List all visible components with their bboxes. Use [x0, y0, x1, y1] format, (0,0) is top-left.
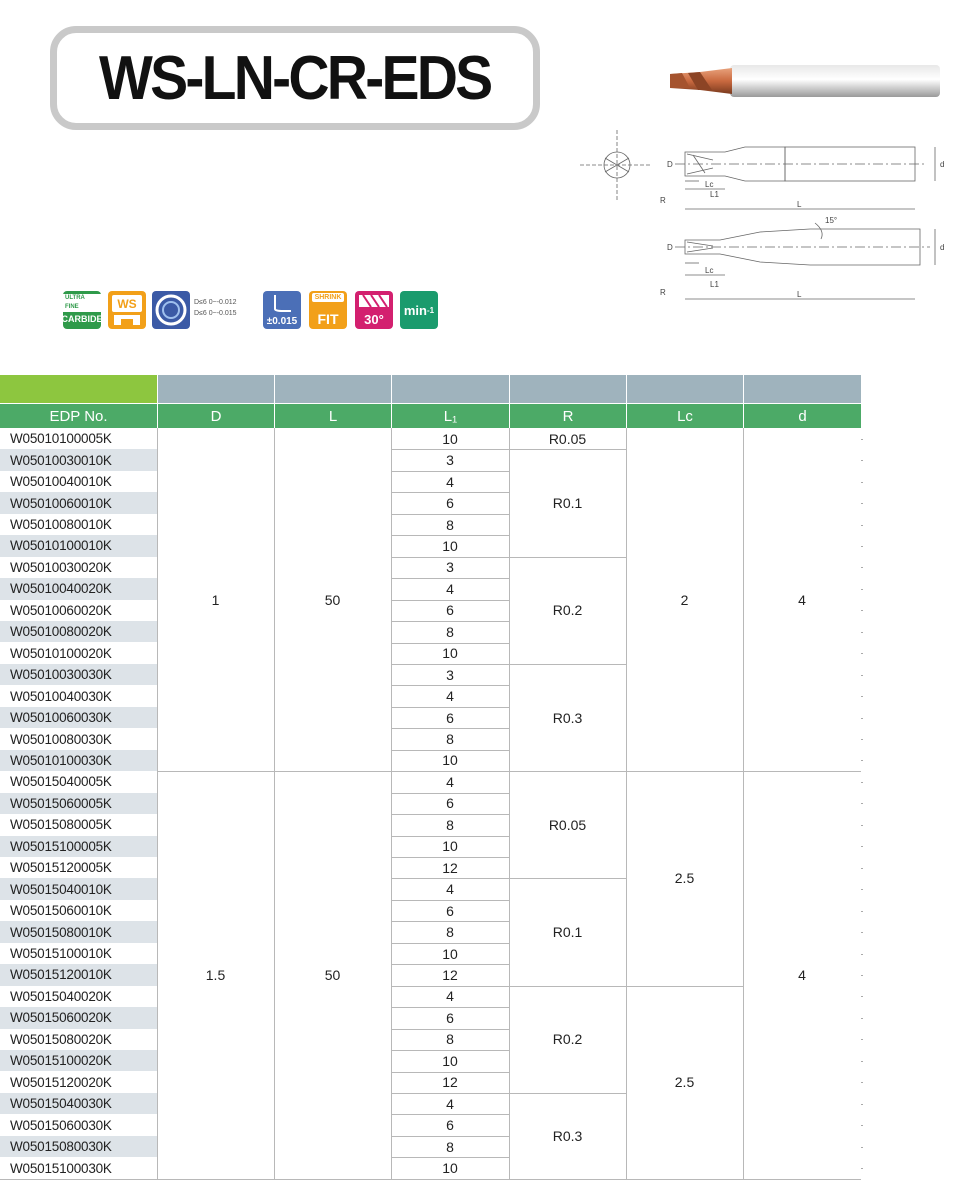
l1-cell: 8: [446, 816, 454, 833]
edge-tick: [861, 1061, 863, 1062]
edp-cell: W05010080010K: [10, 517, 112, 533]
cell-lc: 2.5: [674, 870, 695, 887]
l1-cell: 4: [446, 580, 454, 597]
row-divider: [509, 986, 626, 987]
cell-r: R0.3: [552, 709, 583, 726]
edge-tick: [861, 1104, 863, 1105]
row-divider: [391, 921, 509, 922]
row-divider: [626, 986, 743, 987]
edge-tick: [861, 846, 863, 847]
header-strip-l: [275, 375, 391, 403]
header-l: L: [275, 404, 391, 428]
edge-tick: [861, 1039, 863, 1040]
edge-tick: [861, 503, 863, 504]
header-edp: EDP No.: [0, 404, 157, 428]
edp-cell: W05010080030K: [10, 731, 112, 747]
row-divider: [391, 664, 509, 665]
rpm-icon: min -1: [400, 291, 438, 329]
l1-cell: 12: [442, 1074, 458, 1091]
cell-d: 1.5: [205, 966, 226, 983]
row-divider: [391, 986, 509, 987]
l1-cell: 8: [446, 1138, 454, 1155]
l1-cell: 4: [446, 773, 454, 790]
row-divider: [509, 1093, 626, 1094]
edp-cell: W05010080020K: [0, 621, 157, 642]
edp-cell: W05015040005K: [10, 774, 112, 790]
edge-tick: [861, 1082, 863, 1083]
edge-tick: [861, 525, 863, 526]
cell-lc: 2.5: [674, 1074, 695, 1091]
edge-tick: [861, 803, 863, 804]
row-divider: [391, 750, 509, 751]
edge-tick: [861, 567, 863, 568]
edp-cell: W05015080005K: [10, 817, 112, 833]
ws-icon: [108, 291, 146, 329]
l1-cell: 10: [442, 752, 458, 769]
dimension-drawing: [575, 125, 955, 310]
label-R1: R: [660, 196, 666, 205]
l1-cell: 12: [442, 859, 458, 876]
l1-cell: 8: [446, 1031, 454, 1048]
edp-cell: W05010100005K: [10, 431, 112, 447]
l1-cell: 10: [442, 430, 458, 447]
edp-cell: W05015120005K: [10, 860, 112, 876]
edge-tick: [861, 739, 863, 740]
l1-cell: 3: [446, 452, 454, 469]
row-divider: [391, 578, 509, 579]
row-divider: [391, 1007, 509, 1008]
edge-tick: [861, 632, 863, 633]
shrink-fit-icon: SHRINK FIT: [309, 291, 347, 329]
column-divider: [626, 428, 627, 1179]
row-divider: [391, 793, 509, 794]
edge-tick: [861, 1147, 863, 1148]
edge-tick: [861, 868, 863, 869]
edge-tick: [861, 610, 863, 611]
row-divider: [391, 1114, 509, 1115]
l1-cell: 3: [446, 666, 454, 683]
cell-d: 4: [798, 966, 806, 983]
header-r: R: [510, 404, 626, 428]
l1-cell: 4: [446, 688, 454, 705]
row-divider: [743, 771, 861, 772]
edge-tick: [861, 546, 863, 547]
edge-tick: [861, 911, 863, 912]
l1-cell: 6: [446, 1117, 454, 1134]
tolerance-text: D≤6 0~-0.012 D≤6 0~-0.015: [194, 299, 237, 317]
row-divider: [391, 1072, 509, 1073]
column-divider: [743, 428, 744, 1179]
edp-cell: W05015040010K: [0, 878, 157, 899]
label-L12: L1: [710, 280, 719, 289]
column-divider: [509, 428, 510, 1179]
table-bottom-line: [0, 1179, 861, 1180]
column-divider: [274, 428, 275, 1179]
l1-cell: 6: [446, 902, 454, 919]
helix-angle-icon: 30°: [355, 291, 393, 329]
edp-cell: W05010100020K: [10, 645, 112, 661]
edge-tick: [861, 675, 863, 676]
edge-tick: [861, 696, 863, 697]
row-divider: [391, 557, 509, 558]
header-strip-edp: [0, 375, 157, 403]
l1-cell: 8: [446, 731, 454, 748]
row-divider: [391, 449, 509, 450]
l1-cell: 6: [446, 1009, 454, 1026]
row-divider: [391, 1029, 509, 1030]
l1-cell: 10: [442, 1160, 458, 1177]
label-L-1: L: [797, 200, 802, 209]
cell-l: 50: [324, 966, 341, 983]
l1-cell: 10: [442, 838, 458, 855]
row-divider: [391, 600, 509, 601]
l1-cell: 4: [446, 881, 454, 898]
row-divider: [391, 964, 509, 965]
l1-cell: 8: [446, 516, 454, 533]
label-D2: D: [667, 243, 673, 252]
l1-cell: 6: [446, 602, 454, 619]
label-L-2: L: [797, 290, 802, 299]
label-R2: R: [660, 288, 666, 297]
cell-r: R0.2: [552, 1031, 583, 1048]
label-L11: L1: [710, 190, 719, 199]
row-divider: [391, 471, 509, 472]
title-badge: [50, 26, 540, 130]
row-divider: [391, 900, 509, 901]
label-d2: d: [940, 243, 945, 252]
end-mill-image: [660, 60, 942, 102]
edp-cell: W05015060030K: [10, 1117, 112, 1133]
l1-cell: 10: [442, 1052, 458, 1069]
edge-tick: [861, 932, 863, 933]
page-title: WS-LN-CR-EDS: [99, 43, 491, 113]
label-d1: d: [940, 160, 945, 169]
carbide-icon: ULTRA FINE CARBIDE: [63, 291, 101, 329]
cell-r: R0.3: [552, 1127, 583, 1144]
edp-cell: W05010040030K: [10, 688, 112, 704]
row-divider: [391, 728, 509, 729]
column-divider: [157, 428, 158, 1179]
edge-tick: [861, 718, 863, 719]
l1-cell: 6: [446, 795, 454, 812]
header-strip-d-shank: [744, 375, 861, 403]
row-divider: [509, 878, 626, 879]
svg-text:WS: WS: [117, 297, 137, 311]
edp-cell: W05015060020K: [0, 1007, 157, 1028]
row-divider: [391, 857, 509, 858]
row-divider: [391, 836, 509, 837]
edge-tick: [861, 460, 863, 461]
header-d: D: [158, 404, 274, 428]
row-divider: [391, 1050, 509, 1051]
row-divider: [391, 1136, 509, 1137]
row-divider: [391, 707, 509, 708]
edp-cell: W05010040010K: [10, 474, 112, 490]
edp-cell: W05015060005K: [0, 793, 157, 814]
l1-cell: 6: [446, 709, 454, 726]
l1-cell: 10: [442, 537, 458, 554]
header-strip-lc: [627, 375, 743, 403]
cell-r: R0.1: [552, 924, 583, 941]
row-divider: [391, 1157, 509, 1158]
edp-cell: W05015080030K: [0, 1136, 157, 1157]
edge-tick: [861, 889, 863, 890]
edp-cell: W05015100020K: [0, 1050, 157, 1071]
row-divider: [391, 643, 509, 644]
edp-cell: W05015100005K: [0, 836, 157, 857]
edp-cell: W05010100030K: [0, 750, 157, 771]
edp-cell: W05010030030K: [0, 664, 157, 685]
l1-cell: 4: [446, 473, 454, 490]
edp-cell: W05015120010K: [0, 964, 157, 985]
l1-cell: 6: [446, 495, 454, 512]
header-lc: Lc: [627, 404, 743, 428]
edp-cell: W05015040020K: [10, 988, 112, 1004]
row-divider: [626, 771, 743, 772]
edp-cell: W05010100010K: [0, 535, 157, 556]
header-strip-l1: [392, 375, 509, 403]
header-strip-d: [158, 375, 274, 403]
edp-cell: W05010030020K: [10, 559, 112, 575]
edge-tick: [861, 653, 863, 654]
row-divider: [509, 557, 626, 558]
edge-tick: [861, 975, 863, 976]
label-D1: D: [667, 160, 673, 169]
l1-cell: 8: [446, 623, 454, 640]
row-divider: [391, 943, 509, 944]
row-divider: [274, 771, 391, 772]
label-Lc1: Lc: [705, 180, 714, 189]
edge-tick: [861, 954, 863, 955]
l1-cell: 4: [446, 988, 454, 1005]
row-divider: [509, 771, 626, 772]
edp-cell: W05015060010K: [10, 903, 112, 919]
l1-cell: 10: [442, 645, 458, 662]
radius-tolerance-icon: ±0.015: [263, 291, 301, 329]
row-divider: [391, 492, 509, 493]
row-divider: [391, 878, 509, 879]
edge-tick: [861, 589, 863, 590]
edge-tick: [861, 1168, 863, 1169]
l1-cell: 3: [446, 559, 454, 576]
row-divider: [391, 1093, 509, 1094]
edge-tick: [861, 482, 863, 483]
row-divider: [391, 535, 509, 536]
l1-cell: 10: [442, 945, 458, 962]
cell-lc: 2: [680, 591, 689, 608]
header-strip-r: [510, 375, 626, 403]
cell-r: R0.05: [548, 816, 587, 833]
cell-r: R0.05: [548, 430, 587, 447]
tolerance-icon: [152, 291, 190, 329]
row-divider: [391, 621, 509, 622]
cell-r: R0.2: [552, 602, 583, 619]
cell-d: 1: [211, 591, 220, 608]
edp-cell: W05010060020K: [10, 602, 112, 618]
row-divider: [391, 771, 509, 772]
cell-d: 4: [798, 591, 806, 608]
row-divider: [509, 449, 626, 450]
edp-cell: W05015120020K: [10, 1074, 112, 1090]
header-d-shank: d: [744, 404, 861, 428]
l1-cell: 4: [446, 1095, 454, 1112]
edp-cell: W05015080010K: [0, 921, 157, 942]
edge-tick: [861, 439, 863, 440]
l1-cell: 8: [446, 924, 454, 941]
row-divider: [509, 664, 626, 665]
edge-tick: [861, 825, 863, 826]
edge-tick: [861, 782, 863, 783]
row-divider: [391, 685, 509, 686]
row-divider: [391, 814, 509, 815]
edp-cell: W05015100030K: [10, 1160, 112, 1176]
edge-tick: [861, 760, 863, 761]
cell-r: R0.1: [552, 495, 583, 512]
edp-cell: W05015040030K: [0, 1093, 157, 1114]
row-divider: [157, 771, 274, 772]
edge-tick: [861, 996, 863, 997]
row-divider: [391, 514, 509, 515]
column-divider: [391, 428, 392, 1179]
edp-cell: W05010060030K: [0, 707, 157, 728]
label-Lc2: Lc: [705, 266, 714, 275]
l1-cell: 12: [442, 966, 458, 983]
edp-cell: W05015100010K: [10, 946, 112, 962]
edp-cell: W05010030010K: [0, 449, 157, 470]
edge-tick: [861, 1125, 863, 1126]
header-l1: L₁: [392, 404, 509, 428]
edp-cell: W05015080020K: [10, 1031, 112, 1047]
edp-cell: W05010040020K: [0, 578, 157, 599]
label-angle: 15°: [825, 216, 838, 225]
edp-cell: W05010060010K: [0, 492, 157, 513]
cell-l: 50: [324, 591, 341, 608]
edge-tick: [861, 1018, 863, 1019]
